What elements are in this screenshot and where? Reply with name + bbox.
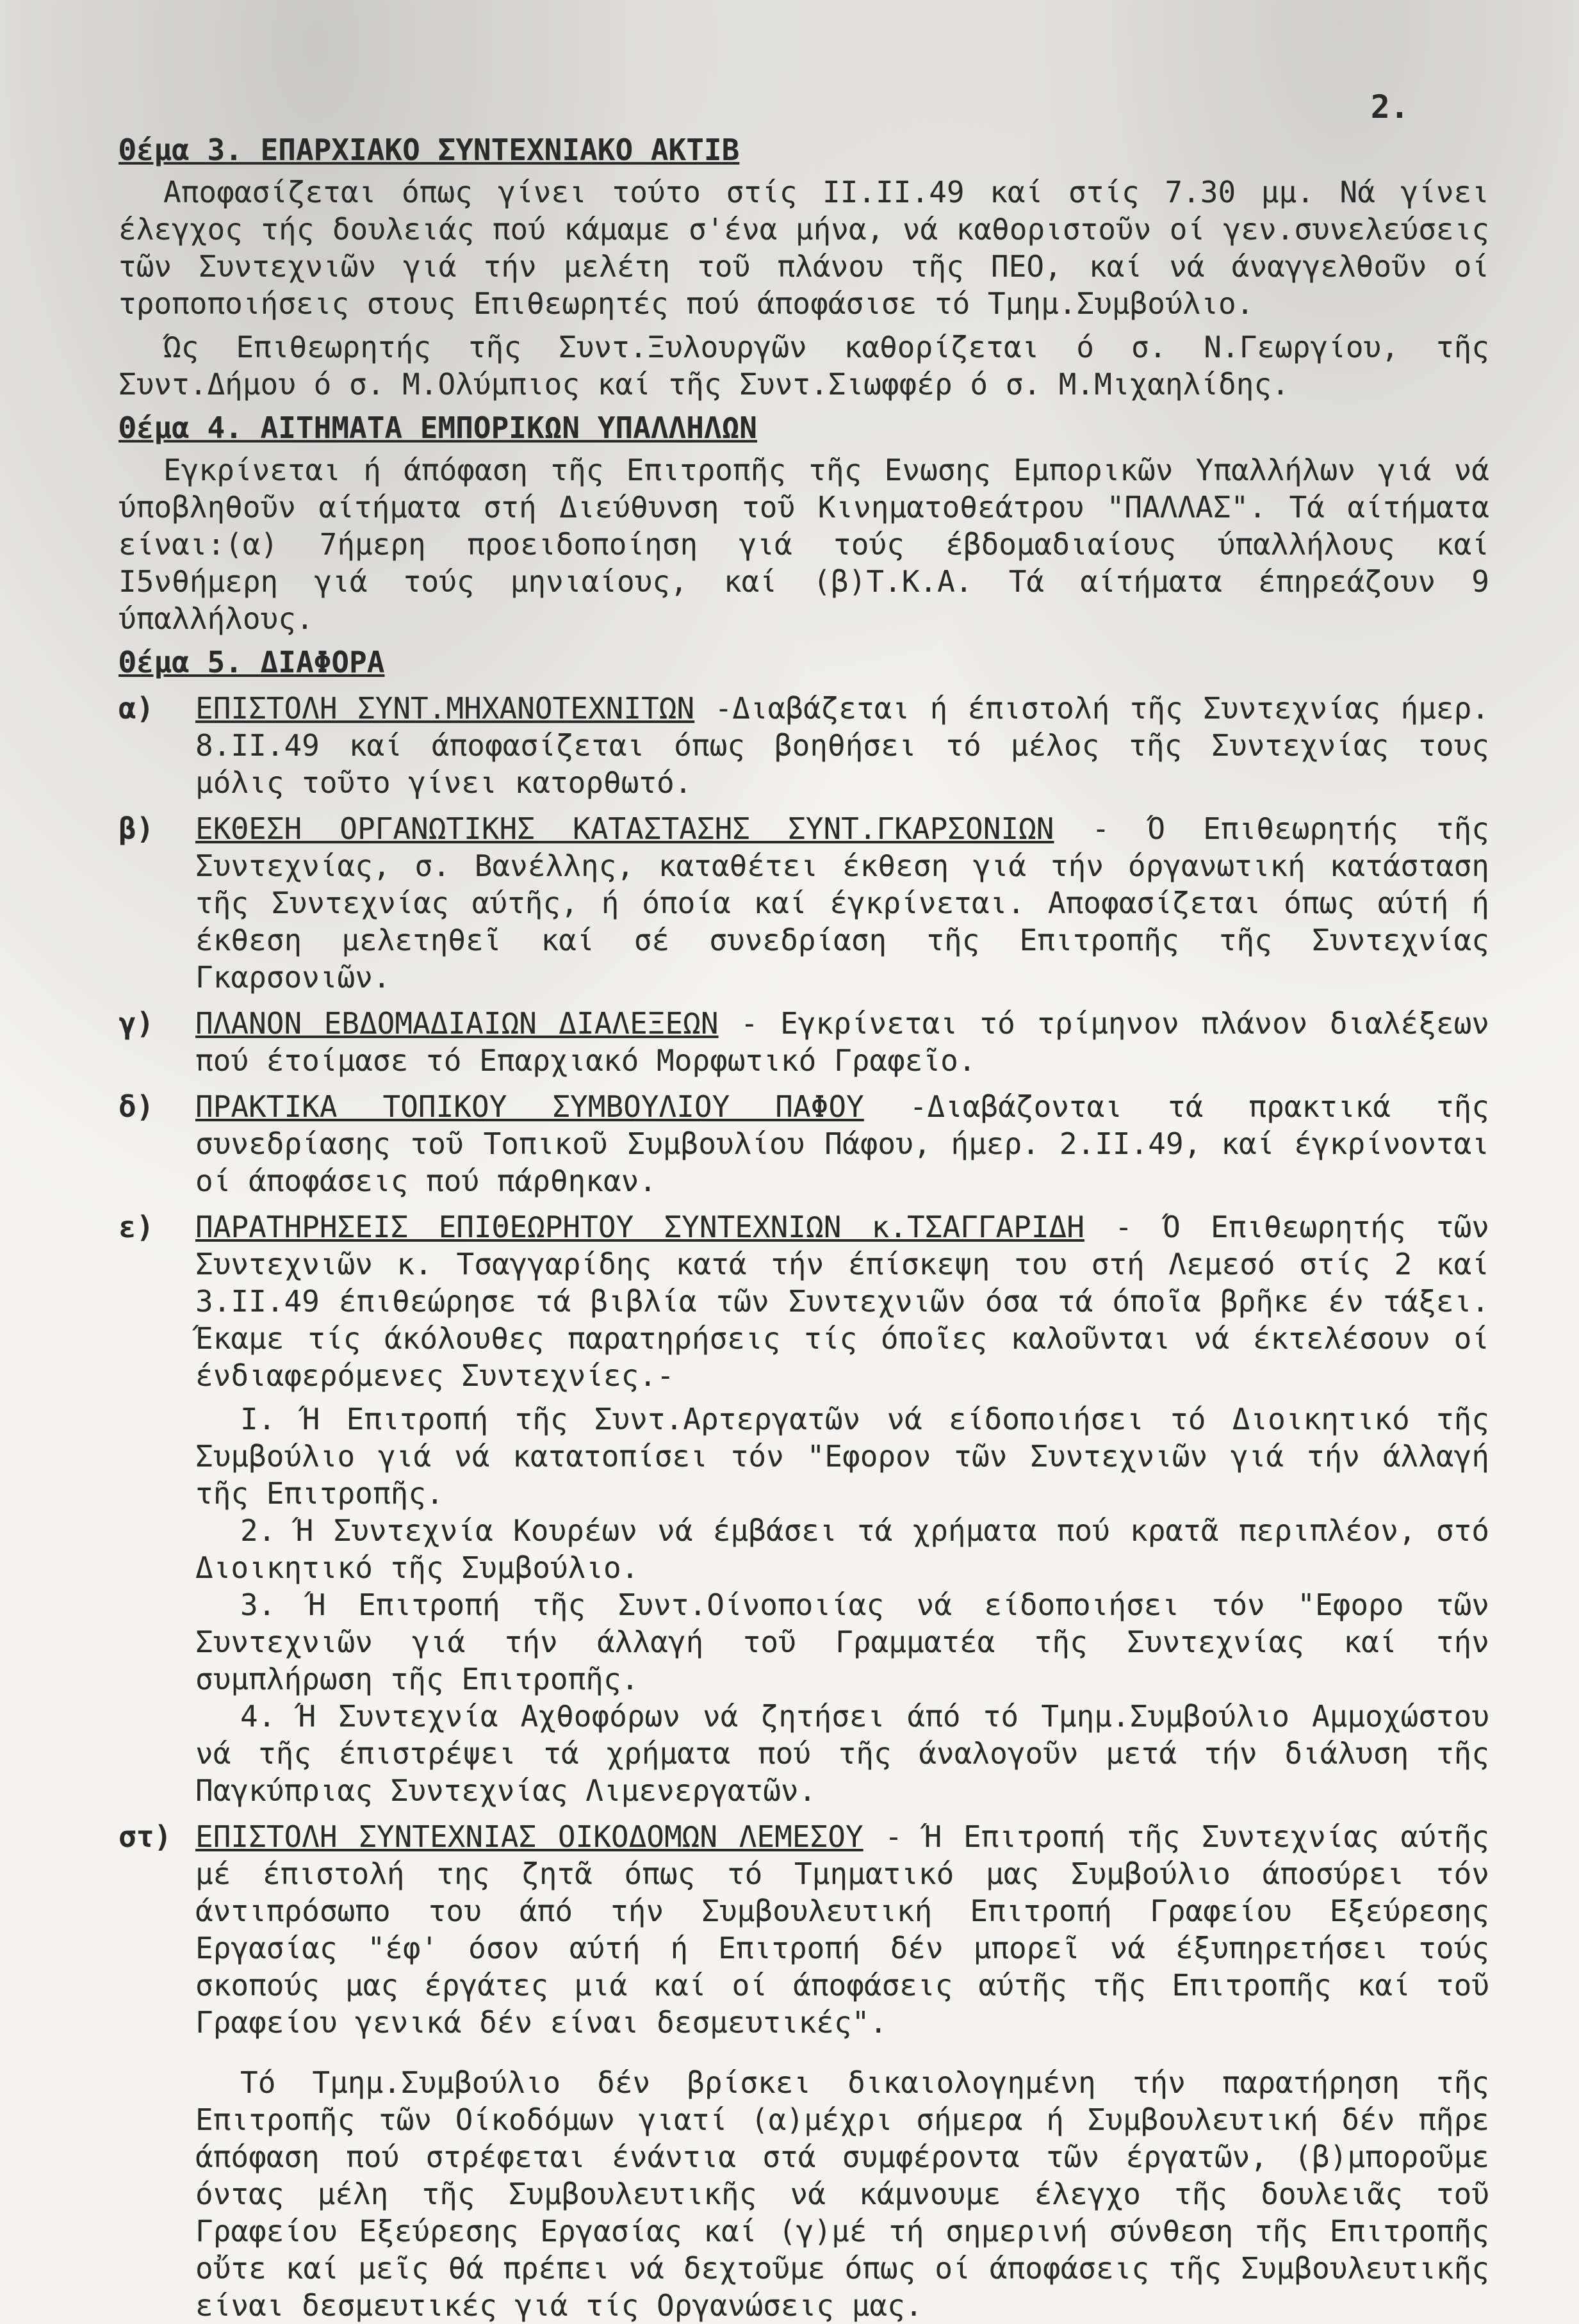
- section-3: [119, 131, 1489, 403]
- item-body: [195, 1088, 1489, 1199]
- item-title: ΠΡΑΚΤΙΚΑ ΤΟΠΙΚΟΥ ΣΥΜΒΟΥΛΙΟΥ ΠΑΦΟΥ: [195, 1089, 864, 1124]
- item-body: [195, 1818, 1489, 2041]
- observation-item: 4. Ή Συντεχνία Αχθοφόρων νά ζητήσει άπό τό Τμημ.Συμβούλιο Αμμοχώστου νά τῆς έπιστρέψει τά χρήματα πού τῆς άναλογοῦν μετά τήν διάλυση τῆς Παγκύπριας Συντεχνίας Λιμενεργατῶν.: [195, 1699, 1489, 1808]
- item-title: ΕΠΙΣΤΟΛΗ ΣΥΝΤΕΧΝΙΑΣ ΟΙΚΟΔΟΜΩΝ ΛΕΜΕΣΟΥ: [195, 1819, 863, 1854]
- item-text: - Ό Επιθεωρητής τῶν Συντεχνιῶν κ. Τσαγγαρίδης κατά τήν έπίσκεψη του στή Λεμεσό στίς 2 καί 3.ΙΙ.49 έπιθεώρησε τά βιβλία τῶν Συντεχνιῶν όσα τά όποῖα βρῆκε έν τάξει. Έκαμε τίς άκόλουθες παρατηρήσεις τίς όποῖες καλοῦνται νά έκτελέσουν οί ένδιαφερόμενες Συντεχνίες.-: [195, 1210, 1490, 1393]
- list-item: [119, 810, 1489, 996]
- item-body: [195, 1208, 1489, 1394]
- section-heading: Θέμα 5. ΔΙΑΦΟΡΑ: [119, 645, 385, 679]
- section-5: [119, 644, 1489, 2324]
- paragraph: Αποφασίζεται όπως γίνει τούτο στίς ΙΙ.ΙΙ.49 καί στίς 7.30 μμ. Νά γίνει έλεγχος τής δουλειάς πού κάμαμε σ'ένα μήνα, νά καθοριστοῦν οί γεν.συνελεύσεις τῶν Συντεχνιῶν γιά τήν μελέτη τοῦ πλάνου τῆς ΠΕΟ, καί νά άναγγελθοῦν οί τροποποιήσεις στους Επιθεωρητές πού άποφάσισε τό Τμημ.Συμβούλιο.: [119, 175, 1489, 321]
- item-title: ΕΚΘΕΣΗ ΟΡΓΑΝΩΤΙΚΗΣ ΚΑΤΑΣΤΑΣΗΣ ΣΥΝΤ.ΓΚΑΡΣΟΝΙΩΝ: [195, 811, 1054, 846]
- item-title: ΠΑΡΑΤΗΡΗΣΕΙΣ ΕΠΙΘΕΩΡΗΤΟΥ ΣΥΝΤΕΧΝΙΩΝ κ.ΤΣΑΓΓΑΡΙΔΗ: [195, 1210, 1084, 1244]
- item-title: ΕΠΙΣΤΟΛΗ ΣΥΝΤ.ΜΗΧΑΝΟΤΕΧΝΙΤΩΝ: [195, 691, 695, 726]
- list-item: [119, 690, 1489, 801]
- observation-item: Ι. Ή Επιτροπή τῆς Συντ.Αρτεργατῶν νά είδοποιήσει τό Διοικητικό τῆς Συμβούλιο γιά νά κατατοπίσει τόν "Εφορον τῶν Συντεχνιῶν γιά τήν άλλαγή τῆς Επιτροπῆς.: [195, 1402, 1489, 1511]
- spacer: [119, 2047, 1489, 2064]
- item-label: στ): [119, 1819, 172, 1854]
- list-item: [119, 1818, 1489, 2041]
- item-text: -Διαβάζεται ή έπιστολή τῆς Συντεχνίας ήμερ. 8.ΙΙ.49 καί άποφασίζεται όπως βοηθήσει τό μέλος τῆς Συντεχνίας τους μόλις τοῦτο γίνει κατορθωτό.: [195, 691, 1489, 800]
- item-body: [195, 690, 1489, 801]
- page-number: 2.: [1370, 88, 1409, 126]
- item-text: - Ό Επιθεωρητής τῆς Συντεχνίας, σ. Βανέλλης, καταθέτει έκθεση γιά τήν όργανωτική κατάσταση τῆς Συντεχνίας αύτῆς, ή όποία καί έγκρίνεται. Αποφασίζεται όπως αύτή ή έκθεση μελετηθεῖ καί σέ συνεδρίαση τῆς Επιτροπῆς τῆς Συντεχνίας Γκαρσονιῶν.: [195, 811, 1490, 995]
- list-item: [119, 1005, 1489, 1079]
- item-text: - Ή Επιτροπή τῆς Συντεχνίας αύτῆς μέ έπιστολή της ζητᾶ όπως τό Τμηματικό μας Συμβούλιο άποσύρει τόν άντιπρόσωπο του άπό τήν Συμβουλευτική Επιτροπή Γραφείου Εξεύρεσης Εργασίας "έφ' όσον αύτή ή Επιτροπή δέν μπορεῖ νά έξυπηρετήσει τούς σκοπούς μας έργάτες μιά καί οί άποφάσεις αύτῆς τῆς Επιτροπῆς καί τοῦ Γραφείου γενικά δέν είναι δεσμευτικές".: [195, 1819, 1489, 2040]
- section-4: [119, 409, 1489, 637]
- item-body: [195, 810, 1489, 996]
- paragraph: Ώς Επιθεωρητής τῆς Συντ.Ξυλουργῶν καθορίζεται ό σ. Ν.Γεωργίου, τῆς Συντ.Δήμου ό σ. Μ.Ολύμπιος καί τῆς Συντ.Σιωφφέρ ό σ. Μ.Μιχαηλίδης.: [119, 330, 1489, 402]
- observations-list: [119, 1401, 1489, 1809]
- item-label: δ): [119, 1089, 154, 1124]
- item-text: -Διαβάζονται τά πρακτικά τῆς συνεδρίασης τοῦ Τοπικοῦ Συμβουλίου Πάφου, ήμερ. 2.ΙΙ.49, καί έγκρίνονται οί άποφάσεις πού πάρθηκαν.: [195, 1089, 1489, 1198]
- observation-item: 3. Ή Επιτροπή τῆς Συντ.Οίνοποιίας νά είδοποιήσει τόν "Εφορο τῶν Συντεχνιῶν γιά τήν άλλαγή τοῦ Γραμματέα τῆς Συντεχνίας καί τήν συμπλήρωση τῆς Επιτροπῆς.: [195, 1588, 1489, 1696]
- item-body: [195, 1005, 1489, 1079]
- document-body: [119, 131, 1489, 2324]
- item-title: ΠΛΑΝΟΝ ΕΒΔΟΜΑΔΙΑΙΩΝ ΔΙΑΛΕΞΕΩΝ: [195, 1006, 719, 1041]
- item-label: β): [119, 811, 154, 846]
- item-label: α): [119, 691, 154, 726]
- item-label: ε): [119, 1210, 154, 1244]
- item-text: - Εγκρίνεται τό τρίμηνον πλάνον διαλέξεων πού έτοίμασε τό Επαρχιακό Μορφωτικό Γραφεῖο.: [195, 1006, 1489, 1078]
- list-item: [119, 1088, 1489, 1199]
- section-heading: Θέμα 4. ΑΙΤΗΜΑΤΑ ΕΜΠΟΡΙΚΩΝ ΥΠΑΛΛΗΛΩΝ: [119, 410, 757, 445]
- observation-item: 2. Ή Συντεχνία Κουρέων νά έμβάσει τά χρήματα πού κρατᾶ περιπλέον, στό Διοικητικό τῆς Συμβούλιο.: [195, 1513, 1489, 1585]
- paragraph: Εγκρίνεται ή άπόφαση τῆς Επιτροπῆς τῆς Ενωσης Εμπορικῶν Υπαλλήλων γιά νά ύποβληθοῦν αίτήματα στή Διεύθυνση τοῦ Κινηματοθεάτρου "ΠΑΛΛΑΣ". Τά αίτήματα είναι:(α) 7ήμερη προειδοποίηση γιά τούς έβδομαδιαίους ύπαλλήλους καί Ι5νθήμερη γιά τούς μηνιαίους, καί (β)Τ.Κ.Α. Τά αίτήματα έπηρεάζουν 9 ύπαλλήλους.: [119, 453, 1489, 636]
- item-label: γ): [119, 1006, 154, 1041]
- section-heading: Θέμα 3. ΕΠΑΡΧΙΑΚΟ ΣΥΝΤΕΧΝΙΑΚΟ ΑΚΤΙΒ: [119, 133, 740, 167]
- closing-paragraph: Τό Τμημ.Συμβούλιο δέν βρίσκει δικαιολογημένη τήν παρατήρηση τῆς Επιτροπῆς τῶν Οίκοδόμων γιατί (α)μέχρι σήμερα ή Συμβουλευτική δέν πῆρε άπόφαση πού στρέφεται ένάντια στά συμφέροντα τῶν έργατῶν, (β)μποροῦμε όντας μέλη τῆς Συμβουλευτικῆς νά κάμνουμε έλεγχο τῆς δουλειᾶς τοῦ Γραφείου Εξεύρεσης Εργασίας καί (γ)μέ τή σημερινή σύνθεση τῆς Επιτροπῆς οὔτε καί μεῖς θά πρέπει νά δεχτοῦμε όπως οί άποφάσεις τῆς Συμβουλευτικῆς είναι δεσμευτικές γιά τίς Οργανώσεις μας.: [195, 2065, 1489, 2323]
- list-item: [119, 1208, 1489, 1394]
